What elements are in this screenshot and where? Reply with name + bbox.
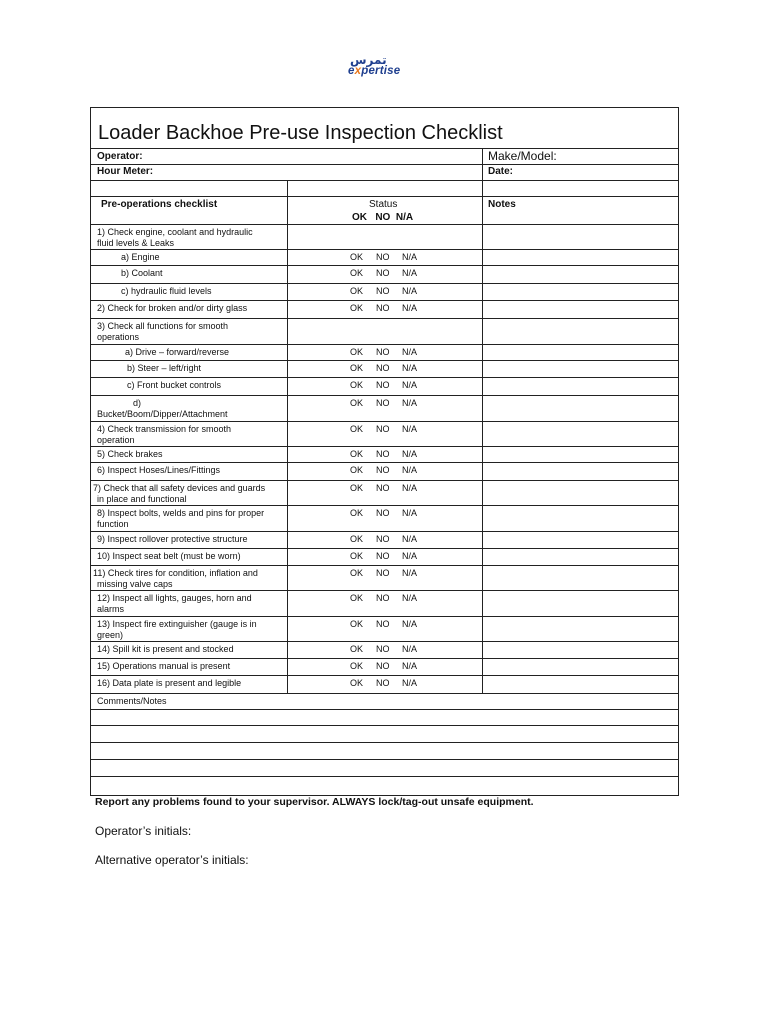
status-na: N/A [402, 347, 418, 357]
status-ok: OK [350, 303, 364, 313]
status-ok: OK [350, 465, 364, 475]
checklist-item-text: function [97, 519, 129, 529]
status-no: NO [376, 252, 390, 262]
supervisor-warning: Report any problems found to your supervisor. ALWAYS lock/tag-out unsafe equipment. [95, 796, 534, 808]
status-column-header: Status [369, 199, 398, 210]
page-title: Loader Backhoe Pre-use Inspection Checklist [98, 122, 503, 144]
row-divider [91, 480, 678, 481]
row-divider [91, 224, 678, 225]
divider [91, 196, 678, 197]
checklist-item-text: Bucket/Boom/Dipper/Attachment [97, 409, 228, 419]
checklist-item-text: 16) Data plate is present and legible [97, 678, 242, 688]
row-divider [91, 641, 678, 642]
checklist-item-text: fluid levels & Leaks [97, 238, 175, 248]
status-no: NO [376, 286, 390, 296]
status-no: NO [376, 593, 390, 603]
row-divider [91, 548, 678, 549]
row-divider [91, 360, 678, 361]
status-na: N/A [402, 252, 418, 262]
status-no: NO [376, 661, 390, 671]
checklist-item-text: 9) Inspect rollover protective structure [97, 534, 248, 544]
checklist-item-text: alarms [97, 604, 125, 614]
company-logo [346, 55, 418, 81]
checklist-item-text: 11) Check tires for condition, inflation and [93, 568, 258, 578]
status-ok: OK [350, 619, 364, 629]
comment-line [91, 776, 678, 777]
divider [91, 180, 678, 181]
row-divider [91, 590, 678, 591]
status-ok: OK [350, 347, 364, 357]
status-no: NO [376, 568, 390, 578]
status-no: NO [376, 483, 390, 493]
operator-label: Operator: [97, 151, 143, 162]
status-no: NO [376, 508, 390, 518]
status-na: N/A [402, 465, 418, 475]
status-subheader: OK NO N/A [352, 212, 414, 223]
divider [91, 164, 678, 165]
status-na: N/A [402, 619, 418, 629]
divider [91, 148, 678, 149]
checklist-item-text: in place and functional [97, 494, 187, 504]
checklist-item-text: a) Engine [121, 252, 160, 262]
operator-initials-label: Operator’s initials: [95, 824, 192, 838]
checklist-item-text: a) Drive – forward/reverse [125, 347, 230, 357]
status-no: NO [376, 303, 390, 313]
status-ok: OK [350, 398, 364, 408]
status-ok: OK [350, 424, 364, 434]
status-na: N/A [402, 303, 418, 313]
checklist-item-text: 2) Check for broken and/or dirty glass [97, 303, 248, 313]
status-na: N/A [402, 483, 418, 493]
row-divider [91, 377, 678, 378]
status-no: NO [376, 363, 390, 373]
row-divider [91, 675, 678, 676]
hour-meter-label: Hour Meter: [97, 166, 154, 177]
comment-line [91, 725, 678, 726]
status-na: N/A [402, 661, 418, 671]
status-na: N/A [402, 534, 418, 544]
status-na: N/A [402, 551, 418, 561]
status-ok: OK [350, 644, 364, 654]
status-na: N/A [402, 380, 418, 390]
status-ok: OK [350, 363, 364, 373]
checklist-item-text: 8) Inspect bolts, welds and pins for proper [97, 508, 265, 518]
checklist-item-text: 5) Check brakes [97, 449, 163, 459]
logo-arabic-text: تمرس [350, 53, 387, 67]
status-no: NO [376, 398, 390, 408]
comments-label: Comments/Notes [97, 696, 167, 706]
status-no: NO [376, 347, 390, 357]
checklist-item-text: c) Front bucket controls [127, 380, 222, 390]
column-divider [482, 180, 483, 694]
row-divider [91, 531, 678, 532]
status-na: N/A [402, 424, 418, 434]
status-ok: OK [350, 534, 364, 544]
row-divider [91, 693, 678, 694]
row-divider [91, 446, 678, 447]
checklist-item-text: 7) Check that all safety devices and guards [93, 483, 266, 493]
status-ok: OK [350, 449, 364, 459]
checklist-item-text: 13) Inspect fire extinguisher (gauge is in [97, 619, 257, 629]
column-divider [287, 180, 288, 694]
comment-line [91, 759, 678, 760]
status-no: NO [376, 534, 390, 544]
checklist-item-text: 15) Operations manual is present [97, 661, 231, 671]
row-divider [91, 283, 678, 284]
date-label: Date: [488, 166, 514, 177]
status-na: N/A [402, 363, 418, 373]
row-divider [91, 344, 678, 345]
comment-line [91, 742, 678, 743]
row-divider [91, 318, 678, 319]
checklist-item-text: operation [97, 435, 135, 445]
row-divider [91, 421, 678, 422]
row-divider [91, 265, 678, 266]
checklist-item-text: green) [97, 630, 124, 640]
status-no: NO [376, 678, 390, 688]
status-no: NO [376, 449, 390, 459]
status-no: NO [376, 465, 390, 475]
status-ok: OK [350, 380, 364, 390]
row-divider [91, 300, 678, 301]
status-no: NO [376, 424, 390, 434]
row-divider [91, 616, 678, 617]
checklist-item-text: b) Coolant [121, 268, 163, 278]
status-ok: OK [350, 568, 364, 578]
status-ok: OK [350, 268, 364, 278]
status-ok: OK [350, 593, 364, 603]
row-divider [91, 462, 678, 463]
status-ok: OK [350, 252, 364, 262]
status-no: NO [376, 551, 390, 561]
status-ok: OK [350, 483, 364, 493]
logo-brand-text: expertise [348, 65, 401, 77]
checklist-item-text: b) Steer – left/right [127, 363, 202, 373]
status-na: N/A [402, 678, 418, 688]
divider [482, 148, 483, 180]
status-no: NO [376, 619, 390, 629]
checklist-item-text: missing valve caps [97, 579, 173, 589]
status-na: N/A [402, 449, 418, 459]
notes-column-header: Notes [488, 199, 516, 210]
status-na: N/A [402, 644, 418, 654]
status-na: N/A [402, 286, 418, 296]
row-divider [91, 505, 678, 506]
status-no: NO [376, 644, 390, 654]
checklist-item-text: 12) Inspect all lights, gauges, horn and [97, 593, 252, 603]
status-ok: OK [350, 508, 364, 518]
status-ok: OK [350, 551, 364, 561]
checklist-item-text: 10) Inspect seat belt (must be worn) [97, 551, 241, 561]
checklist-item-text: d) [133, 398, 142, 408]
status-no: NO [376, 268, 390, 278]
comment-line [91, 709, 678, 710]
make-model-label: Make/Model: [488, 149, 557, 163]
checklist-item-text: 4) Check transmission for smooth [97, 424, 232, 434]
row-divider [91, 249, 678, 250]
inspection-checklist-table [90, 107, 679, 796]
alt-operator-initials-label: Alternative operator’s initials: [95, 853, 249, 867]
checklist-item-text: operations [97, 332, 140, 342]
status-ok: OK [350, 286, 364, 296]
checklist-item-text: 1) Check engine, coolant and hydraulic [97, 227, 253, 237]
row-divider [91, 395, 678, 396]
row-divider [91, 565, 678, 566]
checklist-item-text: 3) Check all functions for smooth [97, 321, 229, 331]
checklist-column-header: Pre-operations checklist [101, 199, 218, 210]
status-na: N/A [402, 568, 418, 578]
status-na: N/A [402, 508, 418, 518]
status-no: NO [376, 380, 390, 390]
status-ok: OK [350, 678, 364, 688]
status-na: N/A [402, 593, 418, 603]
status-ok: OK [350, 661, 364, 671]
checklist-item-text: c) hydraulic fluid levels [121, 286, 212, 296]
row-divider [91, 658, 678, 659]
status-na: N/A [402, 398, 418, 408]
checklist-item-text: 6) Inspect Hoses/Lines/Fittings [97, 465, 221, 475]
status-na: N/A [402, 268, 418, 278]
checklist-item-text: 14) Spill kit is present and stocked [97, 644, 234, 654]
